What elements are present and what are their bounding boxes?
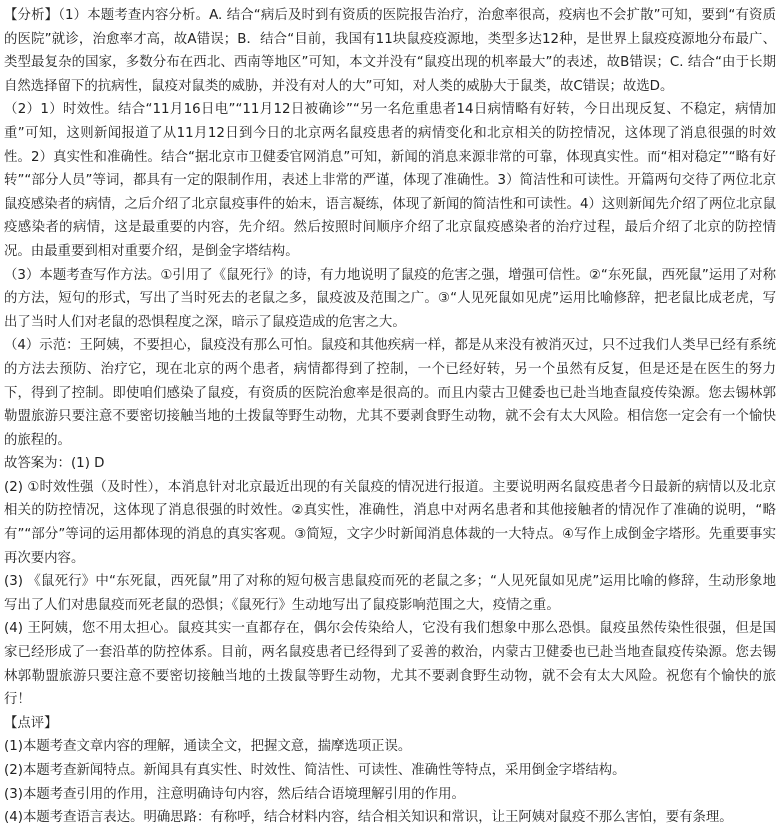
comment-part-4: (4)本题考查语言表达。明确思路：有称呼，结合材料内容，结合相关知识和常识，让王阿姨对鼠疫不那么害怕，要有条理。 [4,810,733,826]
answer-part-3: (3) 《鼠死行》中“东死鼠，西死鼠”用了对称的短句极言患鼠疫而死的老鼠之多；“人见死鼠如见虎”运用比喻的修辞，生动形象地写出了人们对患鼠疫而死老鼠的恐惧；《鼠死行》生动地写出了鼠疫影响范围之大，疫情之重。 [4,574,776,613]
comment-part-1: (1)本题考查文章内容的理解，通读全文，把握文意，揣摩选项正误。 [4,739,412,755]
analysis-part-2: （2）1）时效性。结合“11月16日电”“11月12日被确诊”“另一名危重患者14日病情略有好转，今日出现反复、不稳定，病情加重”可知，这则新闻报道了从11月12日到今日的北京两名鼠疫患者的病情变化和北京相关的防控情况，这体现了消息很强的时效性。2）真实性和准确性。结合“据北京市卫健委官网消息”可知，新闻的消息来源非常的可靠，体现真实性。而“相对稳定”“略有好转”“部分人员”等词，都具有一定的限制作用，表述上非常的严谨，体现了准确性。3）简洁性和可读性。开篇两句交待了两位北京鼠疫感染者的病情，之后介绍了北京鼠疫事件的始末，语言凝练，体现了新闻的简洁性和可读性。4）这则新闻先介绍了两位北京鼠疫感染者的病情，这是最重要的内容，先介绍。然后按照时间顺序介绍了北京鼠疫感染者的治疗过程，最后介绍了北京的防控情况。由最重要到相对重要介绍，是倒金字塔结构。 [4,102,776,259]
comment-part-3: (3)本题考查引用的作用，注意明确诗句内容，然后结合语境理解引用的作用。 [4,786,465,802]
analysis-heading: 【分析】 [4,8,59,23]
analysis-part-1-text: （1）本题考查内容分析。A. 结合“病后及时到有资质的医院报告治疗，治愈率很高，疫病也不会扩散”可知，要到“有资质的医院”就诊，治愈率才高，故A错误；B．结合“目前，我国有11块鼠疫疫源地，类型多达12种，是世界上鼠疫疫源地分布最广、类型最复杂的国家，多数分布在西北、西南等地区”可知，本文并没有“鼠疫出现的机率最大”的表述，故B错误；C. 结合“由于长期自然选择留下的抗病性，鼠疫对鼠类的威胁，并没有对人的大”可知，对人类的威胁大于鼠类，故C错误；故选D。 [4,8,776,94]
answer-part-4: (4) 王阿姨，您不用太担心。鼠疫其实一直都存在，偶尔会传染给人，它没有我们想象中那么恐惧。鼠疫虽然传染性很强，但是国家已经形成了一套沿革的防控体系。目前，两名鼠疫患者已经得到了妥善的救治，内蒙古卫健委也已赴当地查鼠疫传染源。您去锡林郭勒盟旅游只要注意不要密切接触当地的土拨鼠等野生动物，尤其不要剥食野生动物，就不会有太大风险。祝您有个愉快的旅行！ [4,621,776,708]
answer-heading: 故答案为：(1) D [4,456,105,472]
answer-part-2: (2) ①时效性强（及时性），本消息针对北京最近出现的有关鼠疫的情况进行报道。主要说明两名鼠疫患者今日最新的病情以及北京相关的防控情况，这体现了消息很强的时效性。②真实性，准确性，消息中对两名患者和其他接触者的情况作了准确的说明，“略有”“部分”等词的运用都体现的消息的真实客观。③简短，文字少时新闻消息体裁的一大特点。④写作上成倒金字塔形。先重要事实再次要内容。 [4,479,776,566]
comment-heading: 【点评】 [4,715,58,731]
comment-part-2: (2)本题考查新闻特点。新闻具有真实性、时效性、简洁性、可读性、准确性等特点，采用倒金字塔结构。 [4,763,626,778]
analysis-part-3: （3）本题考查写作方法。①引用了《鼠死行》的诗，有力地说明了鼠疫的危害之强，增强可信性。②“东死鼠，西死鼠”运用了对称的方法，短句的形式，写出了当时死去的老鼠之多，鼠疫波及范围之广。③“人见死鼠如见虎”运用比喻修辞，把老鼠比成老虎，写出了当时人们对老鼠的恐惧程度之深，暗示了鼠疫造成的危害之大。 [4,267,776,330]
analysis-part-1 [4,4,776,98]
analysis-part-4: （4）示范：王阿姨，不要担心，鼠疫没有那么可怕。鼠疫和其他疾病一样，都是从来没有被消灭过，只不过我们人类早已经有系统的方法去预防、治疗它，现在北京的两个患者，病情都得到了控制，一个已经好转，另一个虽然有反复，但是还是在医生的努力下，得到了控制。即使咱们感染了鼠疫，有资质的医院治愈率是很高的。而且内蒙古卫健委也已赴当地查鼠疫传染源。您去锡林郭勒盟旅游只要注意不要密切接触当地的土拨鼠等野生动物，尤其不要剥食野生动物，就不会有太大风险。相信您一定会有一个愉快的旅程的。 [4,338,776,448]
